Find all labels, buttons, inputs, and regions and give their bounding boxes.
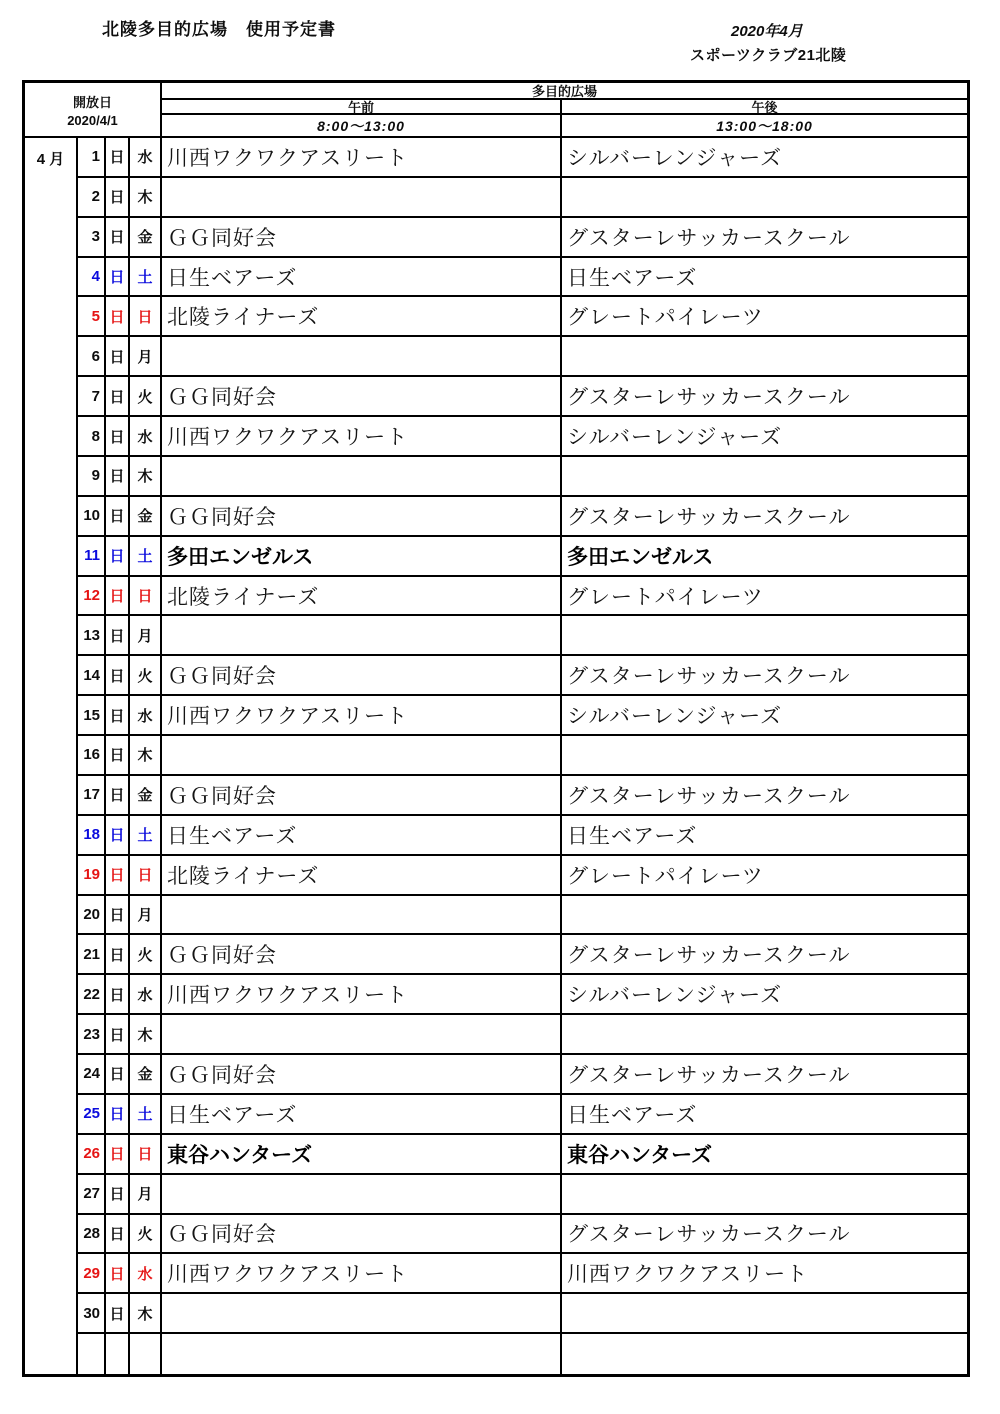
am-entry-cell: ＧＧ同好会: [162, 1055, 562, 1095]
am-entry-cell: [162, 1015, 562, 1055]
day-suffix-cell: 日: [106, 258, 130, 298]
date-cell: 12: [78, 577, 106, 617]
weekday-cell: 木: [130, 457, 162, 497]
pm-entry-cell: グレートパイレーツ: [562, 577, 967, 617]
day-suffix-cell: 日: [106, 1055, 130, 1095]
facility-name-header: 多目的広場: [162, 83, 967, 100]
weekday-cell: 木: [130, 1015, 162, 1055]
club-name-label: スポーツクラブ21北陵: [690, 47, 847, 64]
pm-header: 午後: [751, 100, 778, 115]
weekday-cell: 火: [130, 935, 162, 975]
day-suffix-cell: 日: [106, 1015, 130, 1055]
weekday-cell: 火: [130, 377, 162, 417]
date-cell: 17: [78, 776, 106, 816]
weekday-cell: 水: [130, 138, 162, 178]
day-suffix-cell: 日: [106, 1294, 130, 1334]
pm-entry-cell: グレートパイレーツ: [562, 856, 967, 896]
date-cell: 5: [78, 297, 106, 337]
date-cell: [78, 1334, 106, 1374]
am-entry-cell: 川西ワクワクアスリート: [162, 696, 562, 736]
weekday-cell: 金: [130, 776, 162, 816]
pm-entry-cell: グスターレサッカースクール: [562, 497, 967, 537]
am-entry-cell: 川西ワクワクアスリート: [162, 417, 562, 457]
pm-entry-cell: 日生ベアーズ: [562, 816, 967, 856]
table-body: [25, 138, 967, 1374]
date-cell: 11: [78, 537, 106, 577]
pm-entry-cell: 日生ベアーズ: [562, 258, 967, 298]
am-entry-cell: [162, 178, 562, 218]
pm-entry-cell: グスターレサッカースクール: [562, 656, 967, 696]
am-entry-cell: ＧＧ同好会: [162, 377, 562, 417]
weekday-cell: 月: [130, 616, 162, 656]
open-day-header-cell: [25, 83, 162, 136]
day-suffix-cell: 日: [106, 736, 130, 776]
day-suffix-cell: 日: [106, 896, 130, 936]
pm-entry-cell: グスターレサッカースクール: [562, 1215, 967, 1255]
weekday-cell: 月: [130, 896, 162, 936]
weekday-cell: 土: [130, 258, 162, 298]
month-cell: [25, 138, 78, 1374]
am-entry-cell: [162, 1294, 562, 1334]
open-day-label: 開放日: [72, 94, 112, 110]
date-cell: 22: [78, 975, 106, 1015]
weekday-cell: 月: [130, 337, 162, 377]
am-entry-cell: 日生ベアーズ: [162, 258, 562, 298]
pm-entry-cell: シルバーレンジャーズ: [562, 138, 967, 178]
day-suffix-cell: 日: [106, 1175, 130, 1215]
date-cell: 9: [78, 457, 106, 497]
date-cell: 29: [78, 1254, 106, 1294]
am-entry-cell: 北陵ライナーズ: [162, 577, 562, 617]
weekday-cell: 金: [130, 218, 162, 258]
weekday-cell: [130, 1334, 162, 1374]
date-cell: 4: [78, 258, 106, 298]
weekday-cell: 日: [130, 856, 162, 896]
weekday-cell: 水: [130, 417, 162, 457]
weekday-cell: 火: [130, 1215, 162, 1255]
day-suffix-cell: 日: [106, 457, 130, 497]
pm-entry-cell: [562, 337, 967, 377]
am-entry-cell: [162, 736, 562, 776]
weekday-cell: 金: [130, 497, 162, 537]
pm-entry-cell: 川西ワクワクアスリート: [562, 1254, 967, 1294]
ampm-header-row: [162, 100, 967, 115]
weekday-cell: 土: [130, 537, 162, 577]
date-cell: 3: [78, 218, 106, 258]
day-suffix-cell: 日: [106, 656, 130, 696]
am-entry-cell: ＧＧ同好会: [162, 656, 562, 696]
am-entry-cell: 東谷ハンターズ: [162, 1135, 562, 1175]
day-suffix-cell: 日: [106, 577, 130, 617]
date-cell: 6: [78, 337, 106, 377]
pm-entry-cell: 日生ベアーズ: [562, 1095, 967, 1135]
day-suffix-cell: 日: [106, 537, 130, 577]
day-suffix-cell: 日: [106, 178, 130, 218]
day-suffix-cell: 日: [106, 377, 130, 417]
day-suffix-cell: 日: [106, 816, 130, 856]
date-cell: 20: [78, 896, 106, 936]
day-suffix-cell: 日: [106, 297, 130, 337]
pm-entry-cell: [562, 896, 967, 936]
date-cell: 18: [78, 816, 106, 856]
weekday-cell: 木: [130, 1294, 162, 1334]
facility-header-group: [162, 83, 967, 136]
weekday-cell: 水: [130, 975, 162, 1015]
weekday-cell: 日: [130, 577, 162, 617]
date-cell: 19: [78, 856, 106, 896]
day-suffix-cell: 日: [106, 138, 130, 178]
weekday-cell: 日: [130, 1135, 162, 1175]
am-entry-cell: 北陵ライナーズ: [162, 297, 562, 337]
table-header: [25, 83, 967, 138]
date-cell: 16: [78, 736, 106, 776]
date-cell: 26: [78, 1135, 106, 1175]
am-header: 午前: [162, 100, 562, 113]
pm-entry-cell: 東谷ハンターズ: [562, 1135, 967, 1175]
am-entry-cell: [162, 457, 562, 497]
date-cell: 13: [78, 616, 106, 656]
page-title: 北陵多目的広場 使用予定書: [102, 20, 336, 39]
date-cell: 21: [78, 935, 106, 975]
pm-entry-cell: [562, 1294, 967, 1334]
am-entry-cell: 北陵ライナーズ: [162, 856, 562, 896]
date-cell: 10: [78, 497, 106, 537]
am-entry-cell: [162, 896, 562, 936]
weekday-cell: 土: [130, 816, 162, 856]
day-suffix-cell: 日: [106, 1135, 130, 1175]
date-cell: 7: [78, 377, 106, 417]
weekday-cell: 水: [130, 696, 162, 736]
weekday-cell: 火: [130, 656, 162, 696]
date-cell: 30: [78, 1294, 106, 1334]
schedule-table: [22, 80, 970, 1377]
day-suffix-cell: 日: [106, 497, 130, 537]
pm-entry-cell: [562, 178, 967, 218]
am-entry-cell: ＧＧ同好会: [162, 218, 562, 258]
day-suffix-cell: 日: [106, 417, 130, 457]
day-suffix-cell: [106, 1334, 130, 1374]
pm-entry-cell: [562, 1175, 967, 1215]
date-cell: 25: [78, 1095, 106, 1135]
date-cell: 1: [78, 138, 106, 178]
month-label: 2020年4月: [731, 23, 803, 40]
am-entry-cell: [162, 1175, 562, 1215]
pm-entry-cell: グスターレサッカースクール: [562, 218, 967, 258]
pm-entry-cell: シルバーレンジャーズ: [562, 975, 967, 1015]
weekday-cell: 金: [130, 1055, 162, 1095]
time-header-row: [162, 115, 967, 136]
weekday-cell: 木: [130, 736, 162, 776]
am-entry-cell: 日生ベアーズ: [162, 816, 562, 856]
am-entry-cell: [162, 1334, 562, 1374]
day-suffix-cell: 日: [106, 218, 130, 258]
pm-entry-cell: グレートパイレーツ: [562, 297, 967, 337]
weekday-cell: 土: [130, 1095, 162, 1135]
date-cell: 23: [78, 1015, 106, 1055]
pm-entry-cell: [562, 616, 967, 656]
day-suffix-cell: 日: [106, 1215, 130, 1255]
day-suffix-cell: 日: [106, 696, 130, 736]
weekday-cell: 月: [130, 1175, 162, 1215]
am-entry-cell: [162, 616, 562, 656]
am-entry-cell: 川西ワクワクアスリート: [162, 1254, 562, 1294]
pm-entry-cell: グスターレサッカースクール: [562, 776, 967, 816]
am-entry-cell: [162, 337, 562, 377]
day-suffix-cell: 日: [106, 776, 130, 816]
date-cell: 24: [78, 1055, 106, 1095]
am-entry-cell: 川西ワクワクアスリート: [162, 138, 562, 178]
pm-time-header: 13:00～18:00: [716, 117, 813, 134]
date-cell: 27: [78, 1175, 106, 1215]
open-day-date: 2020/4/1: [67, 112, 118, 128]
pm-entry-cell: [562, 457, 967, 497]
date-cell: 2: [78, 178, 106, 218]
day-suffix-cell: 日: [106, 1254, 130, 1294]
weekday-cell: 水: [130, 1254, 162, 1294]
weekday-cell: 木: [130, 178, 162, 218]
month-cell-label: 4 月: [36, 150, 65, 168]
pm-entry-cell: [562, 1015, 967, 1055]
weekday-cell: 日: [130, 297, 162, 337]
am-entry-cell: ＧＧ同好会: [162, 1215, 562, 1255]
pm-entry-cell: グスターレサッカースクール: [562, 377, 967, 417]
day-suffix-cell: 日: [106, 1095, 130, 1135]
am-entry-cell: ＧＧ同好会: [162, 935, 562, 975]
date-cell: 8: [78, 417, 106, 457]
day-suffix-cell: 日: [106, 616, 130, 656]
pm-entry-cell: シルバーレンジャーズ: [562, 417, 967, 457]
pm-entry-cell: シルバーレンジャーズ: [562, 696, 967, 736]
pm-entry-cell: グスターレサッカースクール: [562, 1055, 967, 1095]
day-suffix-cell: 日: [106, 856, 130, 896]
date-cell: 15: [78, 696, 106, 736]
date-cell: 14: [78, 656, 106, 696]
am-entry-cell: ＧＧ同好会: [162, 497, 562, 537]
day-suffix-cell: 日: [106, 337, 130, 377]
am-time-header: 8:00～13:00: [162, 115, 562, 136]
pm-entry-cell: グスターレサッカースクール: [562, 935, 967, 975]
am-entry-cell: 日生ベアーズ: [162, 1095, 562, 1135]
date-cell: 28: [78, 1215, 106, 1255]
pm-entry-cell: [562, 736, 967, 776]
am-entry-cell: 川西ワクワクアスリート: [162, 975, 562, 1015]
pm-entry-cell: [562, 1334, 967, 1374]
day-suffix-cell: 日: [106, 975, 130, 1015]
am-entry-cell: 多田エンゼルス: [162, 537, 562, 577]
pm-entry-cell: 多田エンゼルス: [562, 537, 967, 577]
am-entry-cell: ＧＧ同好会: [162, 776, 562, 816]
day-suffix-cell: 日: [106, 935, 130, 975]
